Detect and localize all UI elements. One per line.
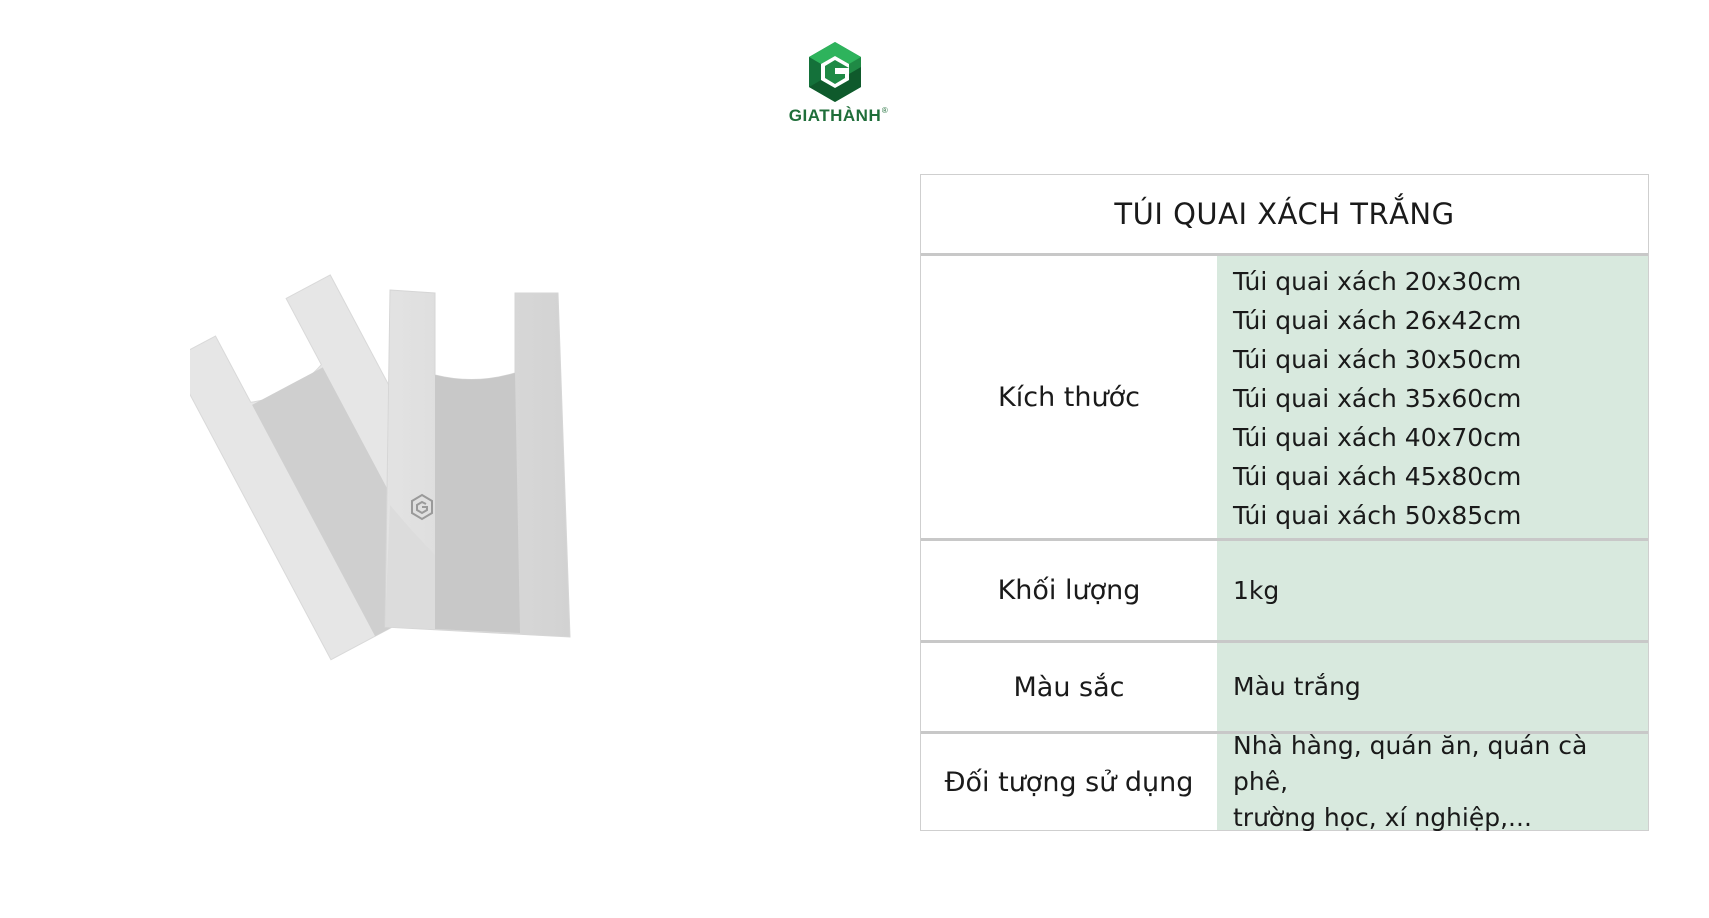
row-value xyxy=(1217,643,1648,731)
usage-line: trường học, xí nghiệp,... xyxy=(1233,803,1532,833)
table-row-size xyxy=(921,256,1648,541)
table-row-weight xyxy=(921,541,1648,643)
table-row-usage xyxy=(921,730,1648,833)
table-row-color xyxy=(921,643,1648,734)
size-item: Túi quai xách 50x85cm xyxy=(1233,500,1522,530)
color-value: Màu trắng xyxy=(1233,672,1361,702)
size-item: Túi quai xách 40x70cm xyxy=(1233,422,1522,452)
table-title: TÚI QUAI XÁCH TRẮNG xyxy=(921,175,1648,256)
size-item: Túi quai xách 26x42cm xyxy=(1233,305,1522,335)
size-item: Túi quai xách 45x80cm xyxy=(1233,461,1522,491)
product-image xyxy=(190,255,630,675)
row-value xyxy=(1217,256,1648,538)
row-value xyxy=(1217,541,1648,640)
brand-name: GIATHÀNH ® xyxy=(788,106,889,125)
white-bags-illustration xyxy=(190,255,630,675)
weight-value: 1kg xyxy=(1233,575,1280,605)
size-item: Túi quai xách 20x30cm xyxy=(1233,266,1522,296)
registered-mark: ® xyxy=(881,106,889,115)
logo-mark-icon xyxy=(805,40,865,106)
row-label: Khối lượng xyxy=(997,575,1141,606)
row-value xyxy=(1217,730,1648,833)
size-item: Túi quai xách 30x50cm xyxy=(1233,344,1522,374)
row-label: Đối tượng sử dụng xyxy=(944,766,1194,798)
spec-table xyxy=(920,174,1649,831)
brand-logo xyxy=(755,40,915,126)
row-label: Màu sắc xyxy=(1013,671,1125,703)
usage-line: Nhà hàng, quán ăn, quán cà phê, xyxy=(1233,730,1588,796)
row-label: Kích thước xyxy=(998,381,1140,413)
size-item: Túi quai xách 35x60cm xyxy=(1233,383,1522,413)
